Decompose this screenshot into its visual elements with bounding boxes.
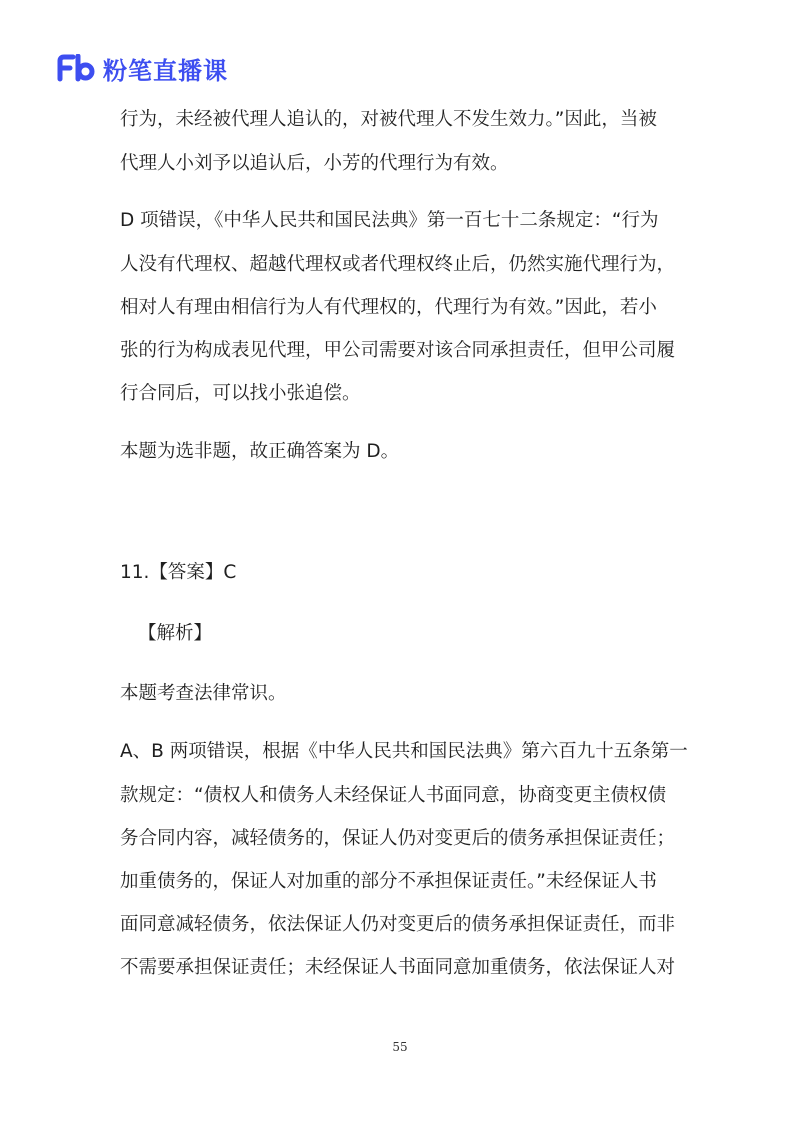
fb-logo-icon [56, 54, 96, 82]
text-line: 代理人小刘予以追认后，小芳的代理行为有效。 [120, 153, 509, 174]
analysis-heading: 【解析】 [138, 623, 213, 644]
answer-line: 11.【答案】C [120, 562, 237, 583]
text-line: D 项错误，《中华人民共和国民法典》第一百七十二条规定：“行为 [120, 210, 659, 231]
text-line: 面同意减轻债务，依法保证人仍对变更后的债务承担保证责任，而非 [120, 914, 676, 935]
text-line: 本题为选非题，故正确答案为 D。 [120, 441, 400, 462]
header-logo [56, 48, 228, 88]
text-line: 相对人有理由相信行为人有代理权的，代理行为有效。”因此，若小 [120, 297, 657, 318]
text-line: 张的行为构成表见代理，甲公司需要对该合同承担责任，但甲公司履 [120, 340, 676, 361]
brand-name: 粉笔直播课 [103, 56, 228, 85]
text-line: 行为，未经被代理人追认的，对被代理人不发生效力。”因此，当被 [120, 109, 657, 130]
text-line: A、B 两项错误，根据《中华人民共和国民法典》第六百九十五条第一 [120, 741, 688, 762]
text-line: 款规定：“债权人和债务人未经保证人书面同意，协商变更主债权债 [120, 785, 667, 806]
text-line: 本题考查法律常识。 [120, 683, 287, 704]
text-line: 务合同内容，减轻债务的，保证人仍对变更后的债务承担保证责任； [120, 828, 676, 849]
text-line: 不需要承担保证责任；未经保证人书面同意加重债务，依法保证人对 [120, 957, 676, 978]
text-line: 加重债务的，保证人对加重的部分不承担保证责任。”未经保证人书 [120, 871, 657, 892]
text-line: 行合同后，可以找小张追偿。 [120, 383, 361, 404]
text-line: 人没有代理权、超越代理权或者代理权终止后，仍然实施代理行为， [120, 254, 676, 275]
page-number: 55 [392, 1040, 408, 1054]
